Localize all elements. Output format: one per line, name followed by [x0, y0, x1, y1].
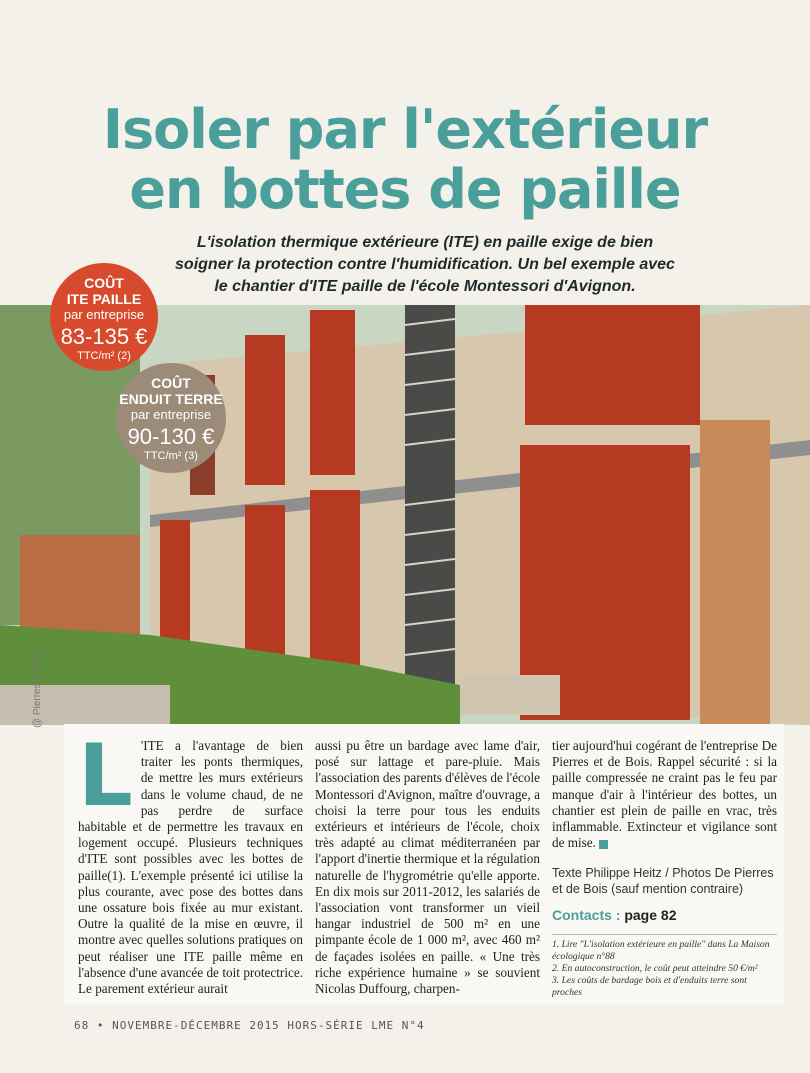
footnotes	[552, 934, 777, 999]
badge-terre-unit: TTC/m² (3)	[144, 450, 198, 462]
column-3-text: tier aujourd'hui cogérant de l'entreprise De Pierres et de Bois. Rappel sécurité : si la paille compressée ne craint pas le feu par manque d'air à l'intérieur des bottes, un chantier est plein de paille en vrac, très inflammable. Extincteur et vigilance sont de mise.	[552, 738, 777, 851]
dropcap: L	[78, 726, 133, 826]
title-line-1: Isoler par l'extérieur	[102, 98, 708, 161]
photo-credit: @ Pierres et Bois	[32, 650, 43, 728]
contacts-label: Contacts :	[552, 907, 621, 924]
footnote-1: 1. Lire "L'isolation extérieure en paille" dans La Maison écologique n°88	[552, 938, 770, 962]
page-title	[0, 100, 810, 220]
badge-terre-price: 90-130 €	[127, 424, 215, 449]
cost-badge-ite	[50, 263, 158, 371]
badge-ite-price: 83-135 €	[60, 324, 148, 349]
article-column-1	[78, 726, 303, 997]
badge-terre-title: COÛT	[151, 375, 191, 391]
badge-ite-subtitle: ITE PAILLE	[66, 291, 142, 307]
article-body	[64, 724, 784, 1004]
author-credit: Texte Philippe Heitz / Photos De Pierres et de Bois (sauf mention contraire)	[552, 866, 774, 897]
badge-ite-by: par entreprise	[63, 307, 145, 322]
contacts-value: page 82	[624, 907, 677, 924]
footnote-2: 2. En autoconstruction, le coût peut atteindre 50 €/m²	[552, 962, 758, 974]
badge-ite-title: COÛT	[84, 275, 124, 291]
badge-terre-subtitle: ENDUIT TERRE	[119, 391, 223, 407]
title-line-2: en bottes de paille	[129, 158, 681, 221]
column-1-text: 'ITE a l'avantage de bien traiter les ponts thermiques, de mettre les murs extérieurs dans le volume chaud, de ne pas perdre de surface habitable et de permettre les travaux en logement occupé. Plusieurs techniques d'ITE sont possibles avec les bottes de paille(1). L'exemple présenté ici utilise la plus courante, avec pose des bottes dans une ossature bois fixée au mur existant. Outre la qualité de la mise en œuvre, il montre avec quelles solutions pratiques on peut réaliser une ITE paille même en l'absence d'une avancée de toit protectrice. Le parement extérieur aurait	[78, 738, 303, 997]
badge-ite-unit: TTC/m² (2)	[77, 350, 131, 362]
cost-badge-terre	[116, 363, 226, 473]
page-footer: 68 • NOVEMBRE-DÉCEMBRE 2015 HORS-SÉRIE LME N°4	[74, 1019, 425, 1032]
badge-terre-by: par entreprise	[130, 407, 212, 422]
footnote-3: 3. Les coûts de bardage bois et d'enduits terre sont proches	[552, 974, 747, 998]
contacts	[552, 907, 777, 923]
article-column-2: aussi pu être un bardage avec lame d'air, posé sur lattage et pare-pluie. Mais l'association des parents d'élèves de l'école Montessori d'Avignon, maître d'ouvrage, a choisi la terre pour tous les enduits extérieurs et intérieurs de l'école, choix très adapté au climat méditerranéen par l'apport d'inertie thermique et la régulation naturelle de l'hygrométrie qu'elle apporte. En dix mois sur 2011-2012, les salariés de l'association vont transformer un vieil hangar industriel de 500 m² en une pimpante école de 1 000 m², avec 460 m² de façades isolées en paille. « Une très riche expérience humaine » se souvient Nicolas Duffourg, charpen-	[315, 738, 541, 997]
lede: L'isolation thermique extérieure (ITE) en paille exige de bien soigner la protection contre l'humidification. Un bel exemple avec le chantier d'ITE paille de l'école Montessori d'Avignon.	[175, 234, 675, 295]
end-mark-icon	[599, 840, 608, 849]
article-column-3	[552, 738, 777, 999]
